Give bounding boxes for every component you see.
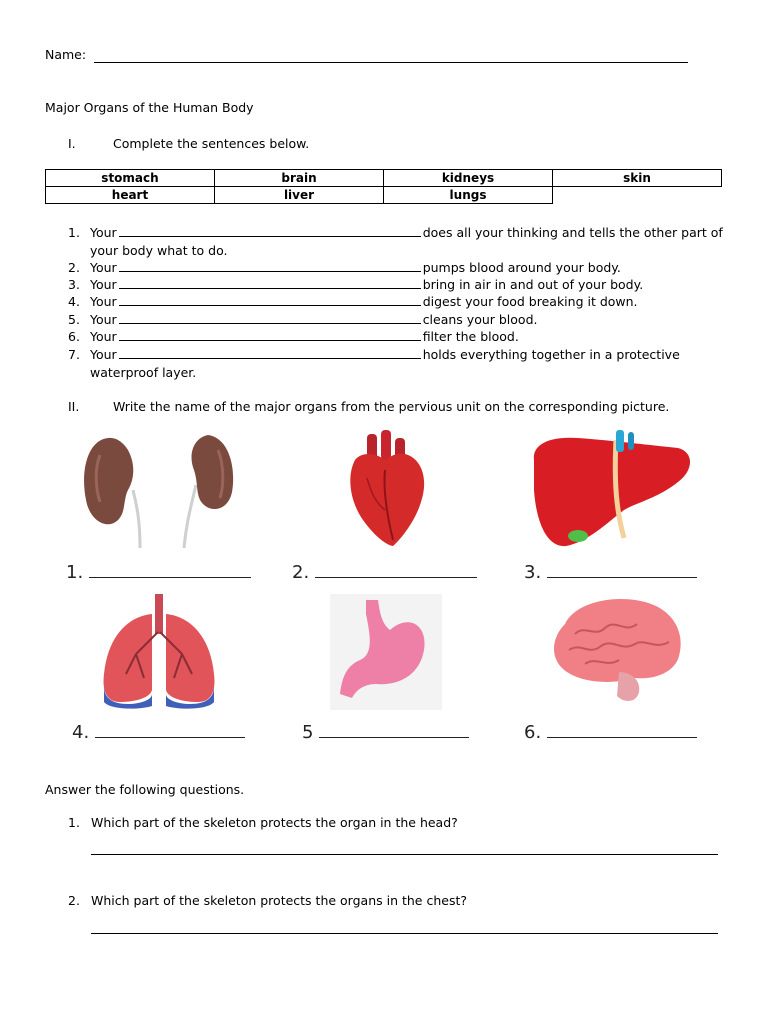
sentence-item [68, 224, 723, 259]
word-bank-cell: skin [553, 170, 722, 187]
caption-number: 5 [302, 722, 314, 743]
section-1-instruction: Complete the sentences below. [113, 136, 310, 151]
sentence-number: 7. [68, 347, 80, 362]
sentence-item [68, 293, 638, 311]
caption-blank[interactable] [319, 723, 469, 738]
sentence-item [68, 311, 537, 329]
sentence-blank[interactable] [119, 293, 421, 306]
caption-number: 2. [292, 562, 310, 583]
sentence-text: holds everything together in a protective [422, 347, 680, 362]
section-1-numeral: I. [68, 136, 76, 151]
word-bank-cell: stomach [46, 170, 215, 187]
kidneys-picture [78, 430, 248, 550]
sentence-number: 2. [68, 260, 80, 275]
sentence-text: filter the blood. [422, 329, 519, 344]
sentence-lead: Your [90, 277, 117, 292]
picture-caption [302, 722, 469, 743]
answer-line[interactable] [91, 853, 718, 855]
sentence-lead: Your [90, 225, 117, 240]
word-bank-table [45, 169, 722, 204]
sentence-number: 1. [68, 225, 80, 240]
brain-picture [545, 594, 685, 710]
word-bank-cell: brain [215, 170, 384, 187]
picture-caption [66, 562, 251, 583]
sentence-item [68, 276, 643, 294]
sentence-item [68, 259, 621, 277]
sentence-continuation: your body what to do. [90, 242, 228, 258]
caption-number: 6. [524, 722, 542, 743]
sentence-lead: Your [90, 329, 117, 344]
sentence-item [68, 346, 680, 381]
picture-caption [524, 722, 697, 743]
caption-blank[interactable] [315, 563, 477, 578]
picture-caption [72, 722, 245, 743]
sentence-item [68, 328, 519, 346]
picture-caption [292, 562, 477, 583]
sentence-continuation: waterproof layer. [90, 364, 197, 380]
picture-caption [524, 562, 697, 583]
word-bank-cell: liver [215, 187, 384, 204]
sentence-text: bring in air in and out of your body. [422, 277, 644, 292]
sentence-lead: Your [90, 312, 117, 327]
word-bank-cell: heart [46, 187, 215, 204]
sentence-blank[interactable] [119, 328, 421, 341]
caption-blank[interactable] [547, 563, 697, 578]
sentence-text: pumps blood around your body. [422, 260, 621, 275]
questions-heading: Answer the following questions. [45, 782, 245, 797]
question-number: 1. [68, 815, 80, 830]
name-field-line[interactable] [94, 62, 688, 63]
sentence-lead: Your [90, 260, 117, 275]
sentence-blank[interactable] [119, 346, 421, 359]
sentence-number: 5. [68, 312, 80, 327]
sentence-blank[interactable] [119, 259, 421, 272]
sentence-lead: Your [90, 347, 117, 362]
caption-number: 3. [524, 562, 542, 583]
sentence-blank[interactable] [119, 276, 421, 289]
caption-number: 4. [72, 722, 90, 743]
sentence-text: cleans your blood. [422, 312, 538, 327]
sentence-lead: Your [90, 294, 117, 309]
word-bank-empty-cell [553, 187, 722, 204]
lungs-picture [100, 594, 218, 710]
word-bank-cell: lungs [384, 187, 553, 204]
sentence-number: 4. [68, 294, 80, 309]
sentence-number: 3. [68, 277, 80, 292]
section-2-instruction: Write the name of the major organs from the pervious unit on the corresponding picture. [113, 399, 670, 414]
caption-blank[interactable] [547, 723, 697, 738]
caption-blank[interactable] [89, 563, 251, 578]
question-text: Which part of the skeleton protects the organs in the chest? [91, 893, 467, 908]
sentence-blank[interactable] [119, 311, 421, 324]
page-title: Major Organs of the Human Body [45, 100, 254, 115]
question-text: Which part of the skeleton protects the organ in the head? [91, 815, 458, 830]
sentence-text: digest your food breaking it down. [422, 294, 638, 309]
sentence-blank[interactable] [119, 224, 421, 237]
word-bank-cell: kidneys [384, 170, 553, 187]
liver-picture [528, 430, 696, 548]
stomach-picture [330, 594, 442, 710]
sentence-number: 6. [68, 329, 80, 344]
answer-line[interactable] [91, 932, 718, 934]
caption-blank[interactable] [95, 723, 245, 738]
heart-picture [345, 430, 430, 548]
caption-number: 1. [66, 562, 84, 583]
question-number: 2. [68, 893, 80, 908]
section-2-numeral: II. [68, 399, 80, 414]
sentence-text: does all your thinking and tells the other part of [422, 225, 723, 240]
name-label: Name: [45, 47, 87, 62]
